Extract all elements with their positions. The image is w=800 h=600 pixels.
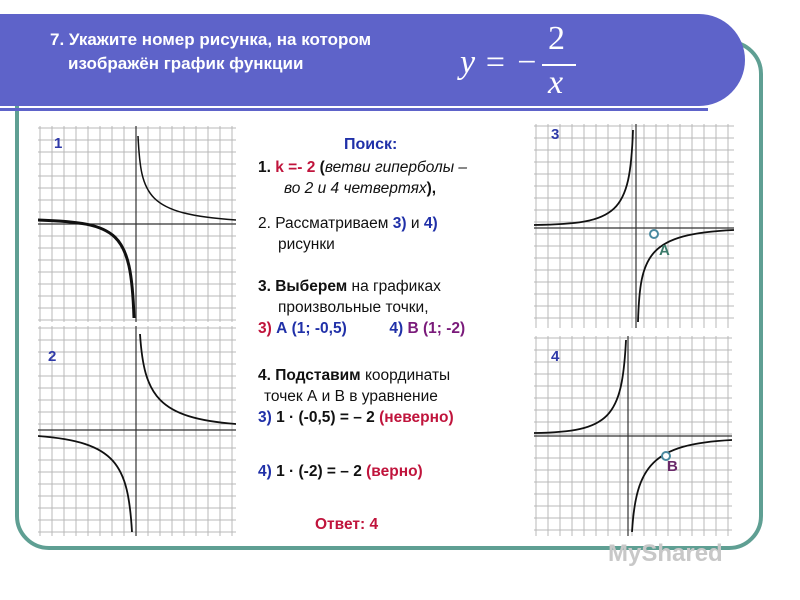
- step-4-eq2-num: 4): [258, 463, 272, 480]
- step-3-b-point: В (1; -2): [407, 320, 466, 337]
- step-2-n4: 4): [423, 215, 438, 232]
- point-a-label: A: [659, 242, 670, 259]
- graph-1: [38, 126, 236, 322]
- graph-label-3: 3: [551, 126, 560, 143]
- step-4-bold: 4. Подставим: [258, 367, 361, 384]
- step-1-line2: во 2 и 4 четвертях: [284, 180, 427, 197]
- graph-3-curve-right: [638, 230, 734, 322]
- function-formula: [460, 20, 580, 104]
- graph-1-curve-right: [138, 136, 236, 220]
- step-1-rest: ветви гиперболы –: [324, 159, 468, 176]
- graph-2: [38, 326, 236, 536]
- step-4-eq1-num: 3): [258, 409, 272, 426]
- point-b-label: B: [667, 458, 678, 475]
- step-4-rest: координаты: [364, 367, 451, 384]
- step-3-a-point: А (1; -0,5): [276, 320, 347, 337]
- step-3: [258, 276, 538, 339]
- watermark: MyShared: [608, 540, 723, 567]
- task-title-line2: изображён график функции: [68, 54, 304, 73]
- point-a-marker: [650, 230, 658, 238]
- step-2: [258, 213, 538, 255]
- graph-label-4: 4: [551, 348, 560, 365]
- graph-label-1: 1: [54, 135, 63, 152]
- step-1-k: k =- 2: [275, 159, 316, 176]
- graph-2-grid: [38, 326, 236, 536]
- search-title: Поиск:: [344, 136, 398, 153]
- step-4: [258, 365, 538, 428]
- step-4-eq2-text: 1 · (-2) = – 2: [276, 463, 362, 480]
- step-2-and: и: [410, 215, 420, 232]
- graph-4: [534, 336, 732, 536]
- step-4-eq1: 1 · (-0,5) = – 2: [276, 409, 375, 426]
- step-4-line2: точек А и В в уравнение: [264, 388, 438, 405]
- formula-lhs: y = −: [460, 44, 538, 81]
- banner-underline: [0, 108, 708, 111]
- task-title-line1: 7. Укажите номер рисунка, на котором: [50, 30, 372, 49]
- graph-3-grid: [534, 124, 734, 328]
- graph-2-curve-right: [140, 334, 236, 424]
- step-3-line2: произвольные точки,: [278, 299, 429, 316]
- task-title: [50, 28, 450, 76]
- step-2-n3: 3): [392, 215, 407, 232]
- step-4-eq2: [258, 461, 538, 482]
- step-3-rest: на графиках: [351, 278, 441, 295]
- graph-3: [534, 124, 734, 328]
- step-1-number: 1.: [258, 159, 271, 176]
- step-3-b-num: 4): [389, 320, 404, 337]
- step-2-line2: рисунки: [278, 236, 335, 253]
- graph-label-2: 2: [48, 348, 57, 365]
- formula-denominator: x: [548, 64, 564, 101]
- step-3-bold: 3. Выберем: [258, 278, 348, 295]
- step-4-eq1-verdict: (неверно): [379, 409, 454, 426]
- step-4-eq2-verdict: (верно): [366, 463, 423, 480]
- step-1: 1. k =- 2 (ветви гиперболы – во 2 и 4 четвертях),: [258, 159, 468, 197]
- step-2-text: 2. Рассматриваем: [258, 215, 389, 232]
- step-3-a-num: 3): [258, 320, 272, 337]
- answer: Ответ: 4: [315, 516, 379, 533]
- formula-numerator: 2: [548, 20, 565, 57]
